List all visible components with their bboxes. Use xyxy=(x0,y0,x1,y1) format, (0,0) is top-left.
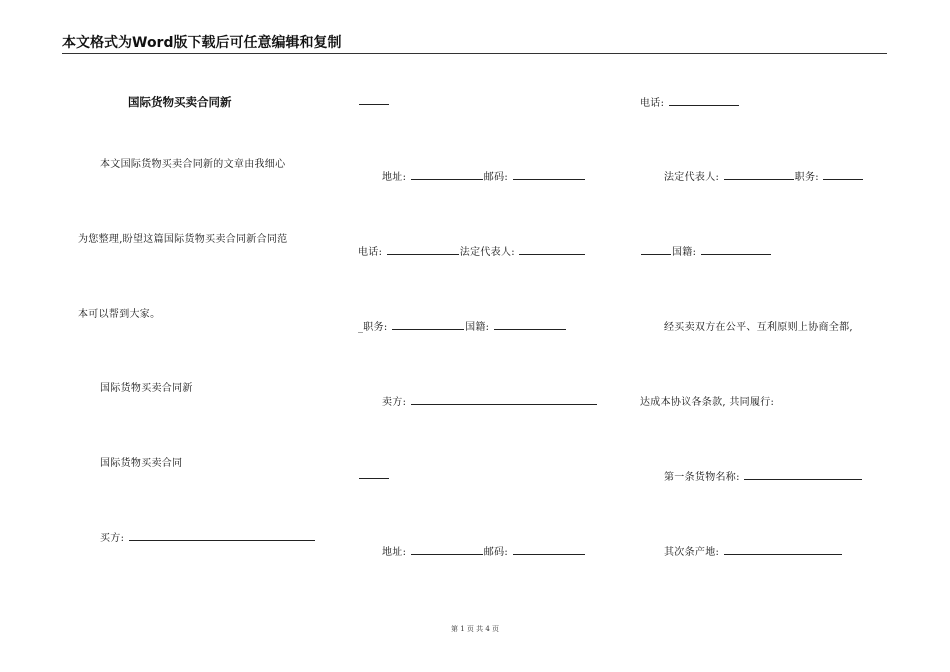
origin-blank xyxy=(724,544,842,555)
legal-rep-label: 法定代表人: xyxy=(459,247,515,258)
intro-line-3: 本可以帮到大家。 xyxy=(78,309,161,320)
phone-label: 电话: xyxy=(640,98,665,109)
blank xyxy=(359,468,389,479)
seller-label: 卖方: xyxy=(382,397,407,408)
blank xyxy=(641,244,671,255)
blank-line-mid xyxy=(358,468,390,482)
position-row xyxy=(358,318,567,333)
address-row-2 xyxy=(382,543,586,558)
legal-rep-row xyxy=(664,168,864,183)
buyer-field xyxy=(100,529,316,544)
blank xyxy=(359,94,389,105)
seller-field xyxy=(382,393,598,408)
nationality-blank xyxy=(494,319,566,330)
seller-blank xyxy=(411,394,597,405)
phone-row xyxy=(358,243,586,258)
phone-blank xyxy=(387,244,459,255)
position-label: 职务: xyxy=(794,172,819,183)
agreement-line-2: 达成本协议各条款, 共同履行: xyxy=(640,397,775,408)
address-blank xyxy=(411,544,483,555)
buyer-label: 买方: xyxy=(100,533,125,544)
address-label: 地址: xyxy=(382,172,407,183)
postcode-label: 邮码: xyxy=(483,547,509,558)
position-blank xyxy=(392,319,464,330)
legal-rep-label: 法定代表人: xyxy=(664,172,720,183)
buyer-blank xyxy=(129,530,315,541)
position-blank xyxy=(823,169,863,180)
position-label: _职务: xyxy=(358,322,388,333)
section-heading-2: 国际货物买卖合同 xyxy=(100,458,183,469)
document-title: 国际货物买卖合同新 xyxy=(128,95,232,109)
article-2-row xyxy=(664,543,843,558)
nationality-label: 国籍: xyxy=(672,247,697,258)
goods-name-label: 第一条货物名称: xyxy=(664,472,740,483)
goods-name-blank xyxy=(744,469,862,480)
nationality-row xyxy=(640,243,772,258)
postcode-label: 邮码: xyxy=(483,172,509,183)
address-row-1 xyxy=(382,168,586,183)
legal-rep-blank xyxy=(519,244,585,255)
legal-rep-blank xyxy=(724,169,794,180)
page-footer: 第 1 页 共 4 页 xyxy=(450,625,500,633)
phone-row xyxy=(640,94,740,109)
phone-blank xyxy=(669,95,739,106)
address-blank xyxy=(411,169,483,180)
postcode-blank xyxy=(513,169,585,180)
blank-line-top xyxy=(358,94,390,108)
page-header: 本文格式为Word版下载后可任意编辑和复制 xyxy=(62,34,887,54)
address-label: 地址: xyxy=(382,547,407,558)
nationality-label: 国籍: xyxy=(465,322,490,333)
intro-line-1: 本文国际货物买卖合同新的文章由我细心 xyxy=(100,159,286,170)
intro-line-2: 为您整理,盼望这篇国际货物买卖合同新合同范 xyxy=(78,234,288,245)
postcode-blank xyxy=(513,544,585,555)
article-1-row xyxy=(664,468,863,483)
agreement-line-1: 经买卖双方在公平、互利原则上协商全都, xyxy=(664,322,853,333)
origin-label: 其次条产地: xyxy=(664,547,720,558)
section-heading-1: 国际货物买卖合同新 xyxy=(100,383,193,394)
nationality-blank xyxy=(701,244,771,255)
phone-label: 电话: xyxy=(358,247,383,258)
